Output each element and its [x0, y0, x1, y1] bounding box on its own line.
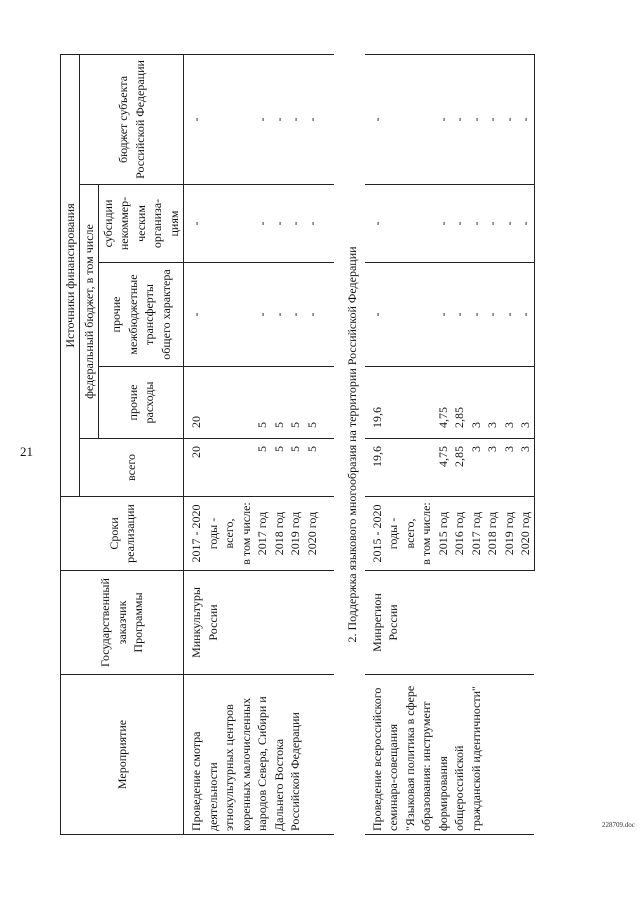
- header-customer: Государственный заказчик Программы: [61, 571, 184, 675]
- year-label: 2016 год: [452, 511, 466, 556]
- value: -: [288, 312, 302, 317]
- subsidies-years-cell: [435, 185, 535, 263]
- period-cell: [365, 497, 435, 571]
- value: -: [288, 117, 302, 122]
- years-cell: [435, 497, 535, 571]
- value: 4,75: [435, 446, 450, 467]
- value: 3: [485, 422, 499, 428]
- value: 3: [518, 422, 532, 428]
- value: -: [501, 312, 516, 317]
- value: -: [255, 117, 269, 122]
- years-cell: [254, 497, 320, 571]
- section-row: [334, 54, 365, 834]
- value: 2,85: [452, 446, 466, 467]
- document-code: 228709.doc: [602, 821, 635, 829]
- header-other-expenses: прочие расходы: [99, 367, 184, 439]
- header-total: всего: [80, 439, 184, 497]
- value: 3: [518, 446, 532, 452]
- year-label: 2020 год: [304, 511, 319, 556]
- period-including: в том числе:: [238, 502, 253, 565]
- value: -: [468, 117, 483, 122]
- value: -: [435, 117, 450, 122]
- regional-years-cell: [435, 54, 535, 184]
- page-number: 21: [20, 444, 33, 459]
- value: -: [288, 221, 302, 226]
- other-expenses-cell: 19,6: [365, 367, 435, 439]
- value: 5: [304, 446, 319, 452]
- activity-cell: Проведение всероссийского семинара-совещания "Языковая политика в сфере образования: инструмент формирования общероссийской гражданской идентичности": [365, 675, 535, 835]
- value: -: [304, 312, 319, 317]
- header-sources: Источники финансирования: [61, 54, 80, 496]
- value: 3: [501, 422, 516, 428]
- regional-years-cell: [254, 54, 320, 184]
- other-expenses-cell: 20: [184, 367, 255, 439]
- value: -: [255, 312, 269, 317]
- transfers-years-cell: [254, 263, 320, 367]
- year-label: 2015 год: [435, 511, 450, 556]
- value: -: [271, 117, 286, 122]
- subsidies-cell: -: [184, 185, 255, 263]
- value: -: [452, 117, 466, 122]
- transfers-cell: -: [184, 263, 255, 367]
- value: 5: [271, 422, 286, 428]
- header-terms: Сроки реализации: [61, 497, 184, 571]
- rotated-table-container: [60, 55, 570, 835]
- year-label: 2018 год: [271, 511, 286, 556]
- value: 3: [501, 446, 516, 452]
- subsidies-years-cell: [254, 185, 320, 263]
- other-years-cell: [435, 367, 535, 439]
- value: 3: [468, 446, 483, 452]
- activity-cell: Проведение смотра деятельности этнокультурных центров коренных малочисленных народов Севера, Сибири и Дальнего Востока Российской Федерации: [184, 675, 321, 835]
- value: -: [485, 312, 499, 317]
- value: -: [485, 221, 499, 226]
- value: 5: [304, 422, 319, 428]
- value: -: [435, 312, 450, 317]
- subsidies-cell: -: [365, 185, 435, 263]
- value: -: [485, 117, 499, 122]
- regional-cell: -: [184, 54, 255, 184]
- period-total-label: всего,: [222, 518, 236, 549]
- period-range: 2017 - 2020: [189, 504, 203, 563]
- value: 5: [288, 422, 302, 428]
- value: -: [435, 221, 450, 226]
- value: -: [304, 221, 319, 226]
- year-label: 2018 год: [485, 511, 499, 556]
- regional-cell: -: [365, 54, 435, 184]
- value: -: [271, 312, 286, 317]
- year-label: 2019 год: [501, 511, 516, 556]
- value: -: [518, 312, 532, 317]
- period-range: 2015 - 2020: [369, 504, 384, 563]
- section-title: 2. Поддержка языкового многообразия на территории Российской Федерации: [345, 246, 359, 643]
- transfers-cell: -: [365, 263, 435, 367]
- period-including: в том числе:: [419, 502, 433, 565]
- year-label: 2019 год: [288, 511, 302, 556]
- total-years-cell: [254, 439, 320, 497]
- header-regional: бюджет субъекта Российской Федерации: [80, 54, 184, 184]
- value: 3: [468, 422, 483, 428]
- table-row: [184, 54, 255, 834]
- value: -: [304, 117, 319, 122]
- year-label: 2017 год: [468, 511, 483, 556]
- value: -: [501, 117, 516, 122]
- value: -: [255, 221, 269, 226]
- value: -: [518, 221, 532, 226]
- value: -: [468, 312, 483, 317]
- value: 5: [288, 446, 302, 452]
- customer-cell: Минрегион России: [365, 571, 535, 675]
- header-federal: федеральный бюджет, в том числе: [80, 185, 99, 439]
- value: -: [452, 312, 466, 317]
- total-cell: 20: [184, 439, 255, 497]
- transfers-years-cell: [435, 263, 535, 367]
- value: -: [518, 117, 532, 122]
- other-years-cell: [254, 367, 320, 439]
- year-label: 2017 год: [255, 511, 269, 556]
- total-cell: 19,6: [365, 439, 435, 497]
- value: 3: [485, 446, 499, 452]
- value: -: [468, 221, 483, 226]
- header-transfers: прочие межбюджетные трансферты общего характера: [99, 263, 184, 367]
- header-subsidies: субсидии некоммер-ческим организа-циям: [99, 185, 184, 263]
- period-cell: [184, 497, 255, 571]
- customer-cell: Минкультуры России: [184, 571, 321, 675]
- value: 2,85: [452, 407, 466, 428]
- year-label: 2020 год: [518, 511, 532, 556]
- value: -: [452, 221, 466, 226]
- financing-table: [60, 54, 535, 835]
- value: -: [271, 221, 286, 226]
- value: 5: [255, 422, 269, 428]
- value: 5: [271, 446, 286, 452]
- header-activity: Мероприятие: [61, 675, 184, 835]
- period-total-label: всего,: [402, 518, 417, 549]
- total-years-cell: [435, 439, 535, 497]
- value: -: [501, 221, 516, 226]
- value: 4,75: [435, 407, 450, 428]
- value: 5: [255, 446, 269, 452]
- period-years: годы -: [205, 517, 220, 550]
- period-years: годы -: [386, 517, 400, 550]
- table-row: [365, 54, 435, 834]
